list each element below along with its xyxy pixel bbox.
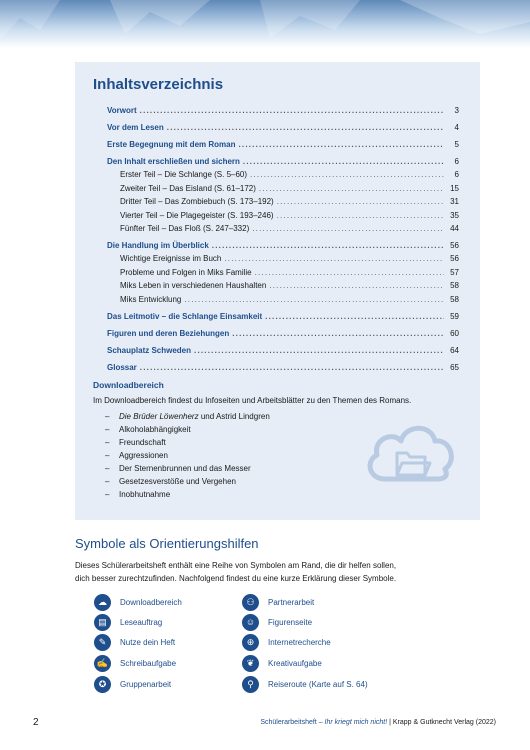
toc-row[interactable] bbox=[107, 234, 459, 251]
toc-label: Schauplatz Schweden bbox=[107, 345, 192, 355]
toc-leader bbox=[277, 197, 444, 207]
list-item: – Alkoholabhängigkeit bbox=[105, 425, 191, 434]
toc-row[interactable] bbox=[107, 264, 459, 277]
toc-label: Miks Entwicklung bbox=[120, 294, 182, 304]
toc-leader bbox=[255, 268, 444, 278]
toc-leader bbox=[140, 106, 444, 116]
toc-page: 6 bbox=[454, 170, 459, 180]
symbols-intro: Dieses Schülerarbeitsheft enthält eine Reihe von Symbolen am Rand, die dir helfen sollen, dich besser zurechtzufinden. Nachfolgend findest du eine kurze Erklärung dieser Symbole. bbox=[75, 561, 397, 583]
toc-leader bbox=[259, 184, 444, 194]
toc-leader bbox=[277, 211, 444, 221]
toc-label: Das Leitmotiv – die Schlange Einsamkeit bbox=[107, 311, 263, 321]
toc-leader bbox=[140, 363, 444, 373]
toc-page: 60 bbox=[450, 328, 459, 338]
toc-label: Figuren und deren Beziehungen bbox=[107, 328, 230, 338]
toc-label: Probleme und Folgen in Miks Familie bbox=[120, 267, 252, 277]
symbol-internetrecherche: ⊕ Internetrecherche bbox=[242, 633, 331, 651]
toc-label: Erste Begegnung mit dem Roman bbox=[107, 140, 236, 149]
toc-leader bbox=[250, 170, 444, 180]
cloud-icon: ☁ bbox=[94, 594, 111, 611]
toc-box bbox=[75, 62, 480, 520]
toc-page: 3 bbox=[454, 106, 459, 115]
partner-icon: ⚇ bbox=[242, 594, 259, 611]
toc-row[interactable] bbox=[107, 278, 459, 291]
toc-row[interactable] bbox=[107, 221, 459, 234]
symbol-gruppenarbeit: ✪ Gruppenarbeit bbox=[94, 675, 171, 693]
toc-label: Vierter Teil – Die Plagegeister (S. 193–246) bbox=[120, 210, 274, 220]
toc-leader bbox=[194, 346, 444, 356]
toc-label: Vorwort bbox=[107, 106, 137, 115]
toc-row[interactable] bbox=[107, 251, 459, 264]
toc-page: 4 bbox=[454, 123, 459, 132]
toc-row[interactable] bbox=[107, 305, 459, 322]
toc-leader bbox=[238, 140, 444, 150]
toc-row[interactable] bbox=[107, 291, 459, 304]
group-icon: ✪ bbox=[94, 676, 111, 693]
map-pin-icon: ⚲ bbox=[242, 676, 259, 693]
toc-row[interactable] bbox=[107, 180, 459, 193]
toc-page: 57 bbox=[450, 267, 459, 277]
symbol-nutze-dein-heft: ✎ Nutze dein Heft bbox=[94, 633, 175, 651]
toc-label: Fünfter Teil – Das Floß (S. 247–332) bbox=[120, 223, 250, 233]
toc-page: 56 bbox=[450, 254, 459, 264]
toc-leader bbox=[224, 254, 444, 264]
book-icon: ▤ bbox=[94, 614, 111, 631]
page-number: 2 bbox=[33, 717, 39, 728]
toc-title: Inhaltsverzeichnis bbox=[93, 76, 224, 93]
symbol-reiseroute: ⚲ Reiseroute (Karte auf S. 64) bbox=[242, 675, 368, 693]
toc-page: 59 bbox=[450, 311, 459, 321]
toc-leader bbox=[212, 241, 444, 251]
list-item: – Freundschaft bbox=[105, 438, 166, 447]
toc-page: 15 bbox=[450, 183, 459, 193]
toc-label: Vor dem Lesen bbox=[107, 123, 164, 132]
symbol-leseauftrag: ▤ Leseauftrag bbox=[94, 613, 162, 631]
symbol-downloadbereich: ☁ Downloadbereich bbox=[94, 593, 182, 611]
toc-page: 5 bbox=[454, 140, 459, 149]
toc-page: 35 bbox=[450, 210, 459, 220]
toc-leader bbox=[167, 123, 444, 133]
toc-leader bbox=[265, 312, 444, 322]
toc-label: Glossar bbox=[107, 362, 137, 372]
toc-leader bbox=[184, 295, 444, 305]
footer-book-title: Ihr kriegt mich nicht! bbox=[324, 719, 388, 726]
toc-row[interactable] bbox=[107, 207, 459, 220]
toc-leader bbox=[243, 157, 444, 167]
globe-icon: ⊕ bbox=[242, 634, 259, 651]
book-title: Die Brüder Löwenherz bbox=[119, 412, 199, 421]
toc-label: Den Inhalt erschließen und sichern bbox=[107, 157, 240, 166]
download-title: Downloadbereich bbox=[93, 380, 164, 390]
download-intro: Im Downloadbereich findest du Infoseiten und Arbeitsblätter zu den Themen des Romans. bbox=[93, 396, 412, 405]
pen-icon: ✍ bbox=[94, 655, 111, 672]
toc-row[interactable] bbox=[107, 150, 459, 167]
toc-leader bbox=[269, 281, 444, 291]
toc-row[interactable] bbox=[107, 356, 459, 373]
toc-row[interactable] bbox=[107, 133, 459, 150]
symbol-partnerarbeit: ⚇ Partnerarbeit bbox=[242, 593, 314, 611]
toc-row[interactable] bbox=[107, 99, 459, 116]
cloud-folder-icon bbox=[363, 417, 459, 487]
toc-label: Erster Teil – Die Schlange (S. 5–60) bbox=[120, 170, 248, 180]
symbol-schreibaufgabe: ✍ Schreibaufgabe bbox=[94, 654, 176, 672]
toc-page: 58 bbox=[450, 294, 459, 304]
figure-icon: ☺ bbox=[242, 614, 259, 631]
toc-page: 31 bbox=[450, 197, 459, 207]
toc-page: 64 bbox=[450, 345, 459, 355]
footer-credit: Schülerarbeitsheft – Ihr kriegt mich nicht! | Krapp & Gutknecht Verlag (2022) bbox=[260, 719, 496, 726]
feather-icon: ❦ bbox=[242, 655, 259, 672]
toc-leader bbox=[252, 224, 444, 234]
symbols-title: Symbole als Orientierungshilfen bbox=[75, 536, 259, 551]
download-list bbox=[105, 410, 270, 501]
toc-row[interactable] bbox=[107, 322, 459, 339]
toc-label: Dritter Teil – Das Zombiebuch (S. 173–192) bbox=[120, 197, 274, 207]
toc-list bbox=[107, 99, 459, 373]
frost-decoration bbox=[0, 0, 530, 48]
toc-leader bbox=[232, 329, 444, 339]
header-banner bbox=[0, 0, 530, 48]
toc-row[interactable] bbox=[107, 339, 459, 356]
toc-page: 65 bbox=[450, 362, 459, 372]
toc-row[interactable] bbox=[107, 116, 459, 133]
list-item: – Aggressionen bbox=[105, 451, 168, 460]
list-item: – Inobhutnahme bbox=[105, 490, 171, 499]
list-item: – Der Sternenbrunnen und das Messer bbox=[105, 464, 251, 473]
toc-label: Wichtige Ereignisse im Buch bbox=[120, 254, 222, 264]
toc-row[interactable] bbox=[107, 167, 459, 180]
toc-row[interactable] bbox=[107, 194, 459, 207]
toc-page: 58 bbox=[450, 281, 459, 291]
list-item: – Die Brüder Löwenherz und Astrid Lindgren bbox=[105, 412, 270, 421]
notebook-icon: ✎ bbox=[94, 634, 111, 651]
symbol-kreativaufgabe: ❦ Kreativaufgabe bbox=[242, 654, 322, 672]
list-item: – Gesetzesverstöße und Vergehen bbox=[105, 477, 236, 486]
toc-page: 44 bbox=[450, 223, 459, 233]
toc-label: Miks Leben in verschiedenen Haushalten bbox=[120, 281, 267, 291]
toc-page: 56 bbox=[450, 240, 459, 250]
toc-label: Zweiter Teil – Das Eisland (S. 61–172) bbox=[120, 183, 256, 193]
toc-label: Die Handlung im Überblick bbox=[107, 240, 209, 250]
toc-page: 6 bbox=[454, 157, 459, 166]
symbol-figurenseite: ☺ Figurenseite bbox=[242, 613, 312, 631]
